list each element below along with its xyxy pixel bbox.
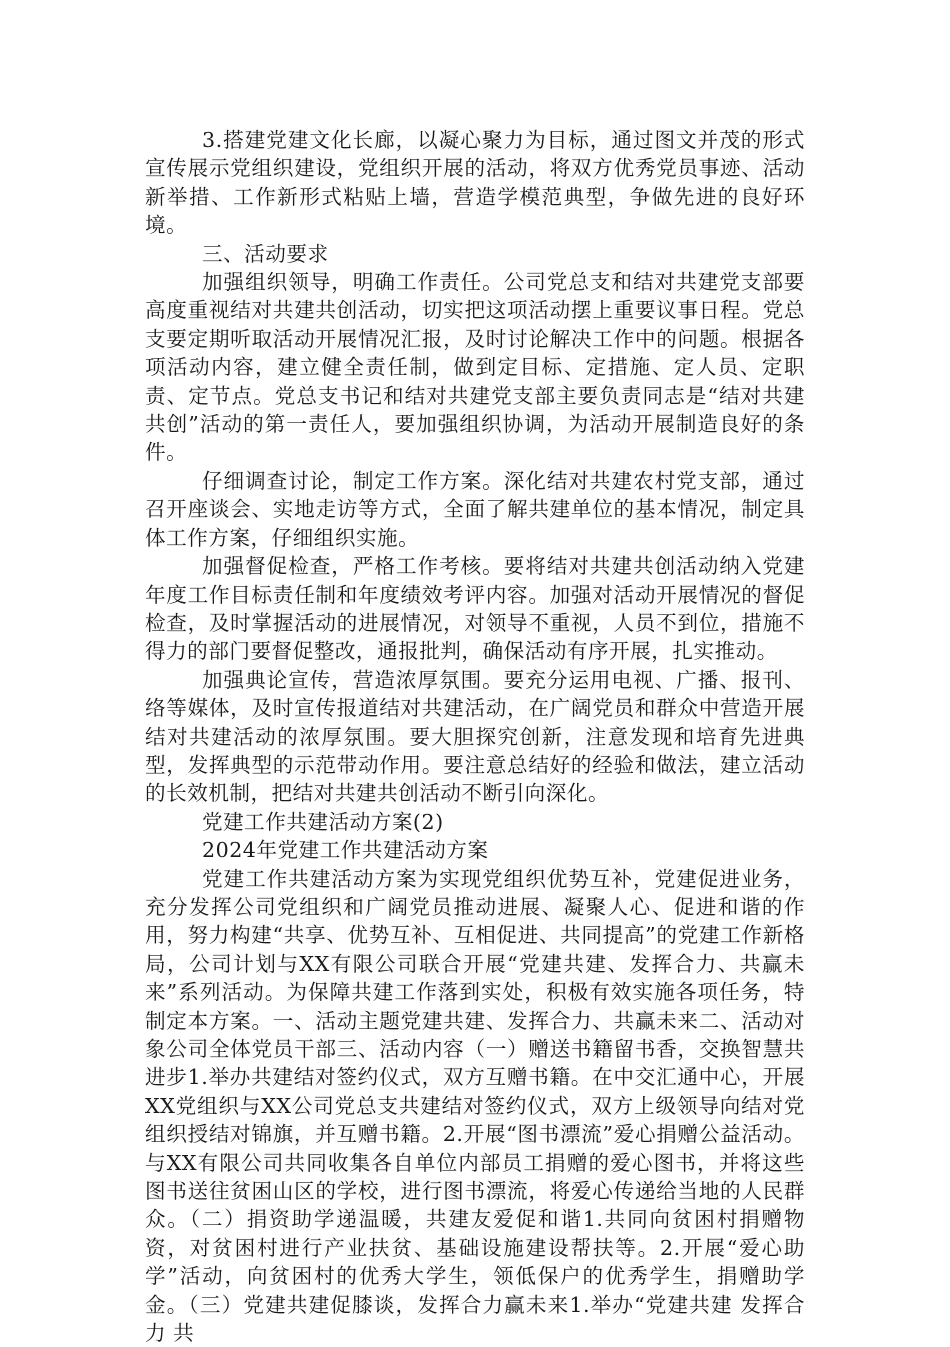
section-heading-requirements: 三、活动要求 [202, 241, 329, 266]
paragraph-culture-corridor: 3.搭建党建文化长廊，以凝心聚力为目标，通过图文并茂的形式宣传展示党组织建设，党组织开展的活动，将双方优秀党员事迹、活动新举措、工作新形式粘贴上墙，营造学模范典型，争做先进的良好环境。 [145, 128, 805, 238]
paragraph-plan-body: 党建工作共建活动方案为实现党组织优势互补，党建促进业务，充分发挥公司党组织和广阔党员推动进展、凝聚人心、促进和谐的作用，努力构建“共享、优势互补、互相促进、共同提高”的党建工作新格局，公司计划与XX有限公司联合开展“党建共建、发挥合力、共赢未来”系列活动。为保障共建工作落到实处，积极有效实施各项任务，特制定本方案。一、活动主题党建共建、发挥合力、共赢未来二、活动对象公司全体党员干部三、活动内容（一）赠送书籍留书香，交换智慧共进步1.举办共建结对签约仪式，双方互赠书籍。在中交汇通中心，开展XX党组织与XX公司党总支共建结对签约仪式，双方上级领导向结对党组织授结对锦旗，并互赠书籍。2.开展“图书漂流”爱心捐赠公益活动。与XX有限公司共同收集各自单位内部员工捐赠的爱心图书，并将这些图书送往贫困山区的学校，进行图书漂流，将爱心传递给当地的人民群众。（二）捐资助学递温暖，共建友爱促和谐1.共同向贫困村捐赠物资，对贫困村进行产业扶贫、基础设施建设帮扶等。2.开展“爱心助学”活动，向贫困村的优秀大学生，领低保户的优秀学生，捐赠助学金。（三）党建共建促膝谈，发挥合力赢未来1.举办“党建共建 发挥合力 共 [145, 866, 805, 1346]
paragraph-supervision: 加强督促检查，严格工作考核。要将结对共建共创活动纳入党建年度工作目标责任制和年度绩效考评内容。加强对活动开展情况的督促检查，及时掌握活动的进展情况，对领导不重视，人员不到位，措施不得力的部门要督促整改，通报批判，确保活动有序开展，扎实推动。 [145, 554, 805, 664]
paragraph-leadership: 加强组织领导，明确工作责任。公司党总支和结对共建党支部要高度重视结对共建共创活动，切实把这项活动摆上重要议事日程。党总支要定期听取活动开展情况汇报，及时讨论解决工作中的问题。根据各项活动内容，建立健全责任制，做到定目标、定措施、定人员、定职责、定节点。党总支书记和结对共建党支部主要负责同志是“结对共建共创”活动的第一责任人，要加强组织协调，为活动开展制造良好的条件。 [145, 270, 805, 465]
document-title-2024: 2024年党建工作共建活动方案 [202, 838, 489, 863]
paragraph-publicity: 加强典论宣传，营造浓厚氛围。要充分运用电视、广播、报刊、络等媒体，及时宣传报道结对共建活动，在广阔党员和群众中营造开展结对共建活动的浓厚氛围。要大胆探究创新，注意发现和培育先进典型，发挥典型的示范带动作用。要注意总结好的经验和做法，建立活动的长效机制，把结对共建共创活动不断引向深化。 [145, 667, 805, 806]
document-page [145, 126, 805, 1347]
paragraph-investigation: 仔细调查讨论，制定工作方案。深化结对共建农村党支部，通过召开座谈会、实地走访等方式，全面了解共建单位的基本情况，制定具体工作方案，仔细组织实施。 [145, 468, 805, 550]
document-subtitle: 党建工作共建活动方案(2) [202, 809, 444, 834]
